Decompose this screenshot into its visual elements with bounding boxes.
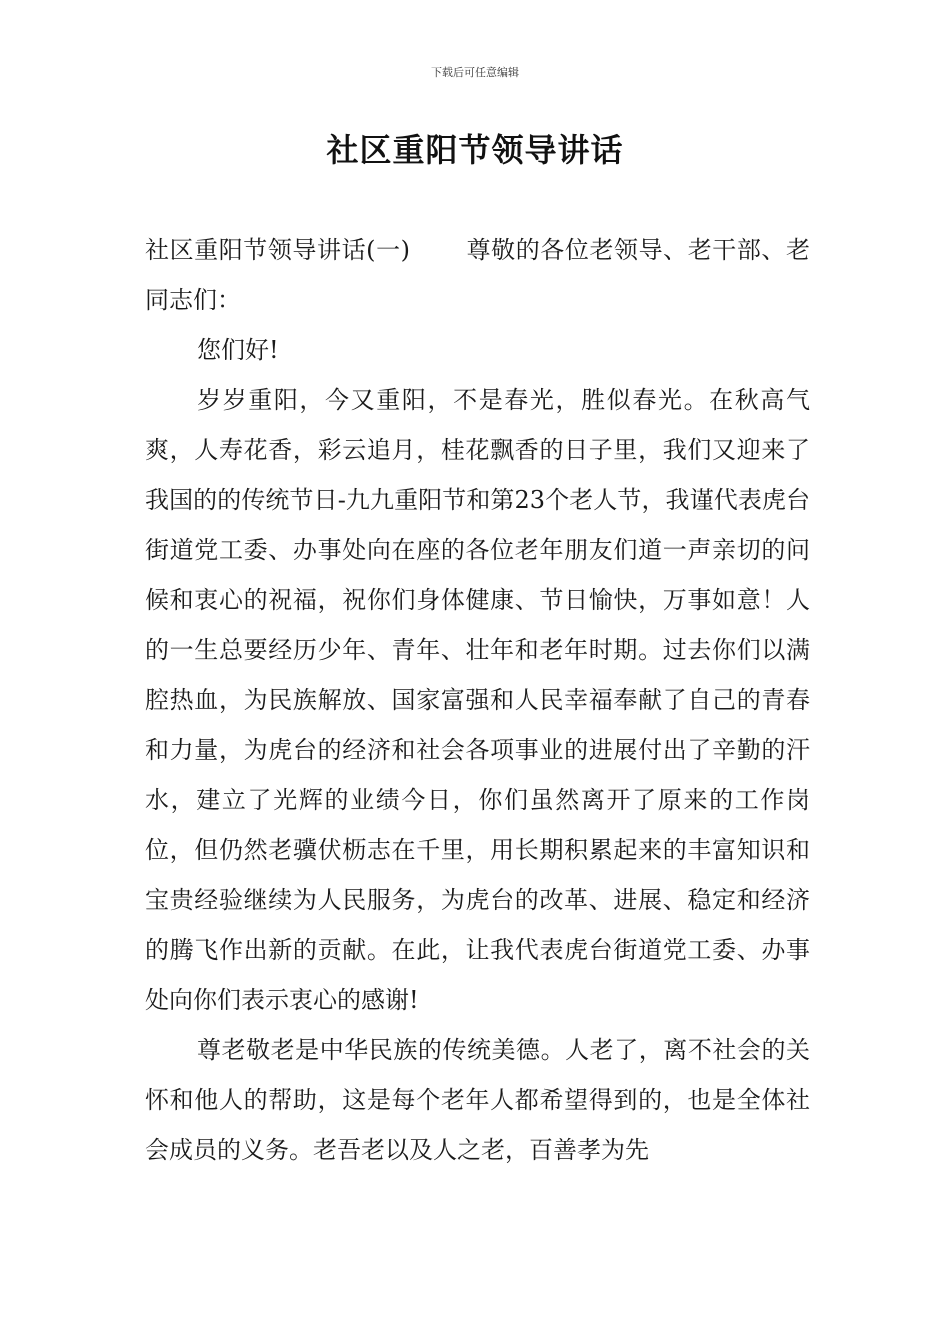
body-paragraph-2: 尊老敬老是中华民族的传统美德。人老了，离不社会的关怀和他人的帮助，这是每个老年人都希望得到的，也是全体社会成员的义务。老吾老以及人之老，百善孝为先 <box>145 1036 810 1164</box>
salutation: 尊敬的各位老领导、老干部、老同志们： <box>145 236 811 314</box>
intro-paragraph <box>145 225 810 325</box>
page-header-note: 下载后可任意编辑 <box>431 66 519 79</box>
greeting: 您们好! <box>197 336 279 364</box>
document-title: 社区重阳节领导讲话 <box>326 131 624 169</box>
body-paragraph-1: 岁岁重阳，今又重阳，不是春光，胜似春光。在秋高气爽，人寿花香，彩云追月，桂花飘香的日子里，我们又迎来了我国的的传统节日-九九重阳节和第23个老人节，我谨代表虎台街道党工委、办事处向在座的各位老年朋友们道一声亲切的问候和衷心的祝福，祝你们身体健康、节日愉快，万事如意！人的一生总要经历少年、青年、壮年和老年时期。过去你们以满腔热血，为民族解放、国家富强和人民幸福奉献了自己的青春和力量，为虎台的经济和社会各项事业的进展付出了辛勤的汗水，建立了光辉的业绩今日，你们虽然离开了原来的工作岗位，但仍然老骥伏枥志在千里，用长期积累起来的丰富知识和宝贵经验继续为人民服务，为虎台的改革、进展、稳定和经济的腾飞作出新的贡献。在此，让我代表虎台街道党工委、办事处向你们表示衷心的感谢! <box>145 386 810 1014</box>
intro-heading: 社区重阳节领导讲话(一) <box>145 236 411 264</box>
document-body <box>145 225 810 1175</box>
